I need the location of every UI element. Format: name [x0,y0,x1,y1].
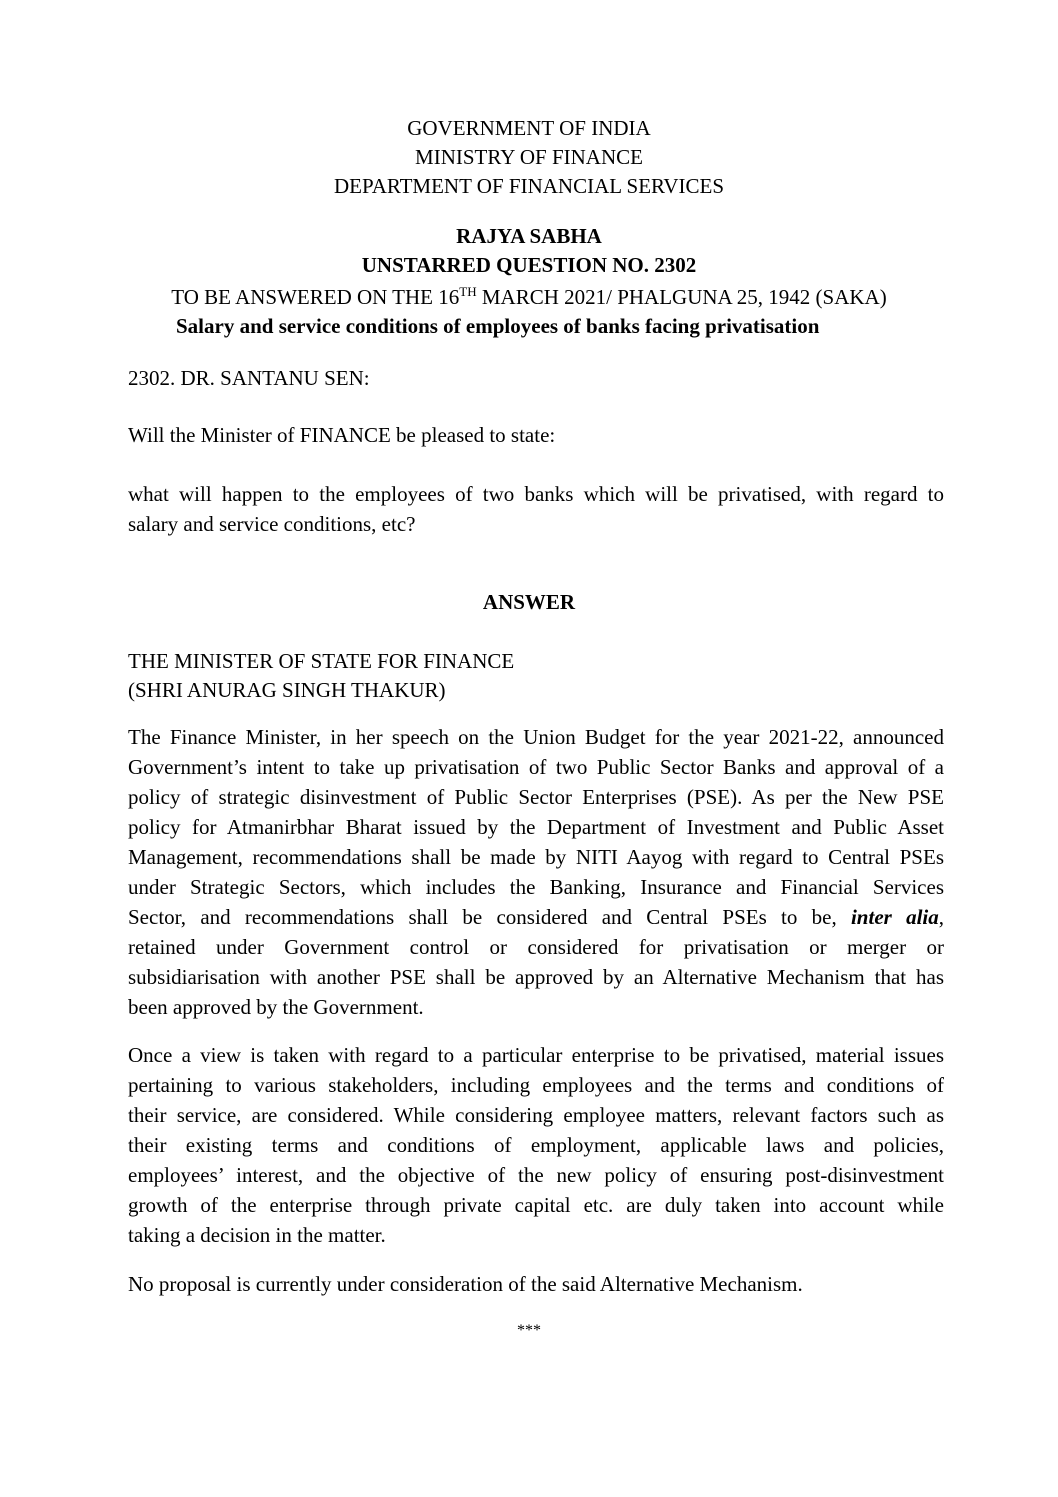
paragraph-line: under Strategic Sectors, which includes the Banking, Insurance and Financial Services [128,875,944,899]
end-mark: *** [517,1322,541,1339]
question-subject: Salary and service conditions of employees of banks facing privatisation [176,314,820,338]
answer-paragraph-2 [128,1040,944,1250]
paragraph-line: been approved by the Government. [128,995,424,1019]
paragraph-line: their service, are considered. While considering employee matters, relevant factors such as [128,1103,944,1127]
paragraph-line: policy of strategic disinvestment of Public Sector Enterprises (PSE). As per the New PSE [128,785,944,809]
header-department: DEPARTMENT OF FINANCIAL SERVICES [333,174,725,198]
header-government: GOVERNMENT OF INDIA [407,116,651,140]
minister-name: (SHRI ANURAG SINGH THAKUR) [128,678,446,702]
question-number: UNSTARRED QUESTION NO. 2302 [361,253,697,277]
inter-alia-text: inter alia [850,905,939,929]
paragraph-line: growth of the enterprise through private capital etc. are duly taken into account while [128,1193,944,1217]
paragraph-line-punct: , [938,905,944,929]
paragraph-line: Management, recommendations shall be made by NITI Aayog with regard to Central PSEs [128,845,944,869]
question-prompt: Will the Minister of FINANCE be pleased to state: [128,423,556,447]
paragraph-line: pertaining to various stakeholders, including employees and the terms and conditions of [128,1073,944,1097]
paragraph-line: subsidiarisation with another PSE shall be approved by an Alternative Mechanism that has [128,965,944,989]
answer-paragraph-3: No proposal is currently under consideration of the said Alternative Mechanism. [128,1272,803,1296]
paragraph-line-text: Sector, and recommendations shall be considered and Central PSEs to be, [128,905,851,929]
minister-title: THE MINISTER OF STATE FOR FINANCE [128,649,515,673]
paragraph-line: retained under Government control or considered for privatisation or merger or [128,935,944,959]
answer-heading: ANSWER [482,590,576,614]
paragraph-line: The Finance Minister, in her speech on the Union Budget for the year 2021-22, announced [128,725,944,749]
question-asked-by: 2302. DR. SANTANU SEN: [128,366,370,390]
paragraph-line: employees’ interest, and the objective of the new policy of ensuring post-disinvestment [128,1163,944,1187]
answer-paragraph-1 [128,722,944,1022]
answer-date [0,282,1058,312]
question-text-line: salary and service conditions, etc? [128,512,416,536]
paragraph-line [128,902,944,932]
header-ministry: MINISTRY OF FINANCE [415,145,643,169]
question-text [128,479,944,539]
paragraph-line: Once a view is taken with regard to a particular enterprise to be privatised, material issues [128,1043,944,1067]
question-text-line: what will happen to the employees of two banks which will be privatised, with regard to [128,482,944,506]
house-name: RAJYA SABHA [456,224,602,248]
paragraph-line: taking a decision in the matter. [128,1223,386,1247]
paragraph-line: Government’s intent to take up privatisation of two Public Sector Banks and approval of a [128,755,944,779]
paragraph-line: policy for Atmanirbhar Bharat issued by the Department of Investment and Public Asset [128,815,944,839]
answer-date-superscript: TH [459,284,477,299]
answer-date-suffix: MARCH 2021/ PHALGUNA 25, 1942 (SAKA) [476,285,887,309]
answer-date-prefix: TO BE ANSWERED ON THE 16 [171,285,460,309]
paragraph-line: their existing terms and conditions of employment, applicable laws and policies, [128,1133,944,1157]
